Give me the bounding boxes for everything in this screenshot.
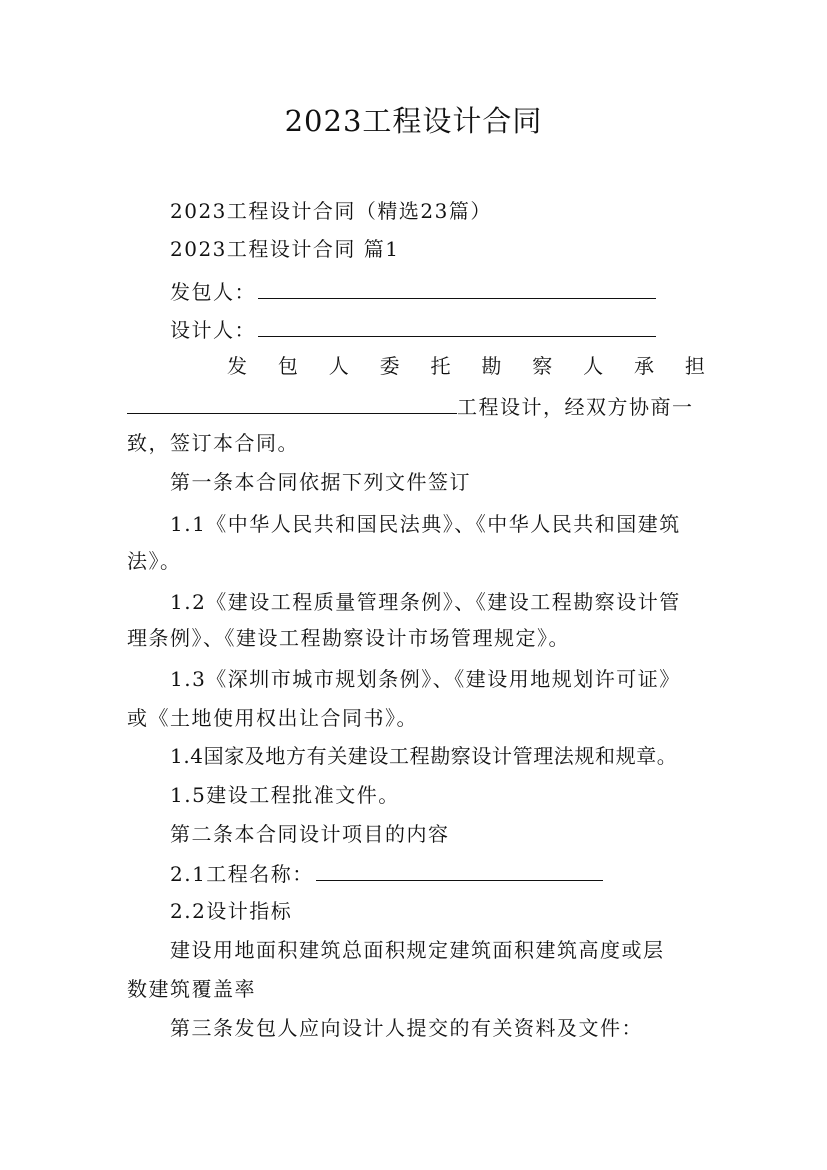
subtitle: 2023工程设计合同（精选23篇） [170,199,492,223]
intro-cont-text: 工程设计，经双方协商一 [457,395,694,419]
designer-label: 设计人： [170,318,256,342]
intro-char: 察 [532,354,553,378]
item-1-3-a: 1.3《深圳市城市规划条例》、《建设用地规划许可证》 [170,667,681,691]
item-1-1-a: 1.1《中华人民共和国民法典》、《中华人民共和国建筑 [170,512,681,536]
designer-blank[interactable] [258,314,656,337]
section-heading: 2023工程设计合同 篇1 [170,237,400,261]
article-2-heading: 第二条本合同设计项目的内容 [170,822,450,846]
item-1-3-b: 或《土地使用权出让合同书》。 [127,706,418,730]
item-1-4: 1.4国家及地方有关建设工程勘察设计管理法规和规章。 [170,744,678,768]
project-name-blank[interactable] [316,858,603,881]
employer-blank[interactable] [258,276,656,299]
item-2-2: 2.2设计指标 [170,899,293,923]
intro-char: 包 [277,354,298,378]
intro-end: 致，签订本合同。 [127,431,299,455]
intro-char: 发 [227,354,247,378]
document-title: 2023工程设计合同 [284,104,543,138]
designer-line [170,314,656,345]
employer-line [170,276,656,307]
intro-char: 承 [634,354,654,378]
item-1-2-b: 理条例》、《建设工程勘察设计市场管理规定》。 [127,626,570,650]
intro-char: 委 [379,354,400,378]
indicators-line-b: 数建筑覆盖率 [127,977,256,1001]
item-1-5: 1.5建设工程批准文件。 [170,783,400,807]
article-1-heading: 第一条本合同依据下列文件签订 [170,470,471,494]
project-blank[interactable] [127,391,457,414]
intro-char: 担 [684,354,705,378]
employer-label: 发包人： [170,280,256,304]
item-2-1-line [170,858,603,889]
intro-continuation [127,391,694,422]
intro-char: 人 [583,354,604,378]
item-1-2-a: 1.2《建设工程质量管理条例》、《建设工程勘察设计管 [170,590,681,614]
article-3-heading: 第三条发包人应向设计人提交的有关资料及文件： [170,1016,643,1040]
item-1-1-b: 法》。 [127,549,182,573]
intro-spaced-line [227,351,705,381]
indicators-line-a: 建设用地面积建筑总面积规定建筑面积建筑高度或层 [170,938,665,962]
intro-char: 托 [430,354,451,378]
intro-char: 人 [328,354,349,378]
item-2-1-label: 2.1工程名称： [170,862,314,886]
intro-char: 勘 [481,354,502,378]
